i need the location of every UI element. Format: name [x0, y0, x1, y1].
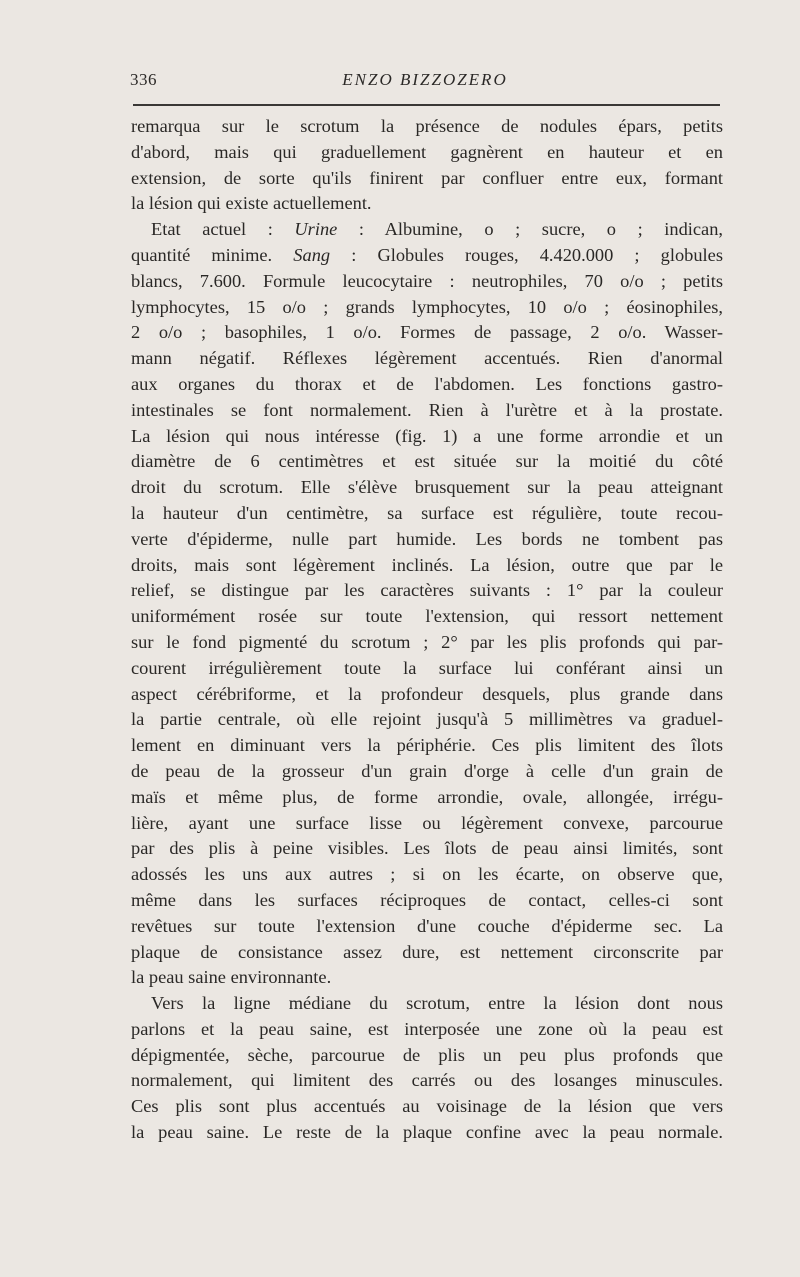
- text-line: de peau de la grosseur d'un grain d'orge à celle d'un grain de: [131, 760, 723, 781]
- text-line: normalement, qui limitent des carrés ou des losanges minuscules.: [131, 1070, 723, 1091]
- body-text: [131, 114, 723, 1146]
- running-head: ENZO BIZZOZERO: [342, 70, 508, 89]
- text-line: parlons et la peau saine, est interposée une zone où la peau est: [131, 1018, 723, 1039]
- text-line: aux organes du thorax et de l'abdomen. Les fonctions gastro-: [131, 373, 723, 394]
- text-line: lière, ayant une surface lisse ou légèrement convexe, parcourue: [131, 812, 723, 833]
- text-segment: Etat actuel :: [151, 219, 295, 240]
- text-line: Vers la ligne médiane du scrotum, entre la lésion dont nous: [151, 993, 723, 1014]
- text-line: remarqua sur le scrotum la présence de nodules épars, petits: [131, 116, 723, 136]
- text-segment: : Globules rouges, 4.420.000 ; globules: [330, 244, 723, 265]
- text-line: maïs et même plus, de forme arrondie, ovale, allongée, irrégu-: [131, 786, 723, 807]
- text-line: d'abord, mais qui graduellement gagnèrent en hauteur et en: [131, 141, 723, 162]
- header-rule: [133, 104, 720, 106]
- text-line: courent irrégulièrement toute la surface lui conférant ainsi un: [131, 657, 723, 678]
- text-line: adossés les uns aux autres ; si on les écarte, on observe que,: [131, 864, 723, 885]
- text-line: blancs, 7.600. Formule leucocytaire : neutrophiles, 70 o/o ; petits: [131, 270, 723, 291]
- text-segment-italic: Urine: [294, 219, 338, 240]
- text-line: Ces plis sont plus accentués au voisinage de la lésion que vers: [131, 1096, 723, 1117]
- text-line: extension, de sorte qu'ils finirent par confluer entre eux, formant: [131, 167, 723, 188]
- text-line: la peau saine environnante.: [131, 967, 332, 988]
- text-line: sur le fond pigmenté du scrotum ; 2° par les plis profonds qui par-: [131, 631, 723, 652]
- text-line: intestinales se font normalement. Rien à l'urètre et à la prostate.: [131, 399, 723, 420]
- text-line: 2 o/o ; basophiles, 1 o/o. Formes de passage, 2 o/o. Wasser-: [131, 322, 723, 343]
- text-line: la peau saine. Le reste de la plaque confine avec la peau normale.: [131, 1122, 723, 1143]
- text-line: la lésion qui existe actuellement.: [131, 193, 372, 214]
- text-line: la hauteur d'un centimètre, sa surface est régulière, toute recou-: [131, 502, 723, 523]
- text-line: même dans les surfaces réciproques de contact, celles-ci sont: [131, 889, 723, 910]
- text-line: [131, 217, 723, 243]
- text-segment: : Albumine, o ; sucre, o ; indican,: [337, 219, 724, 240]
- text-line: la partie centrale, où elle rejoint jusqu'à 5 millimètres va graduel-: [131, 709, 723, 730]
- page-header: [130, 70, 720, 96]
- text-line: par des plis à peine visibles. Les îlots de peau ainsi limités, sont: [131, 838, 723, 859]
- page-number: 336: [130, 70, 157, 89]
- text-line: lymphocytes, 15 o/o ; grands lymphocytes, 10 o/o ; éosinophiles,: [131, 296, 723, 317]
- text-segment-italic: Sang: [293, 244, 331, 265]
- text-line: verte d'épiderme, nulle part humide. Les bords ne tombent pas: [131, 528, 723, 549]
- text-line: aspect cérébriforme, et la profondeur desquels, plus grande dans: [131, 683, 723, 704]
- text-line: droits, mais sont légèrement inclinés. La lésion, outre que par le: [131, 554, 723, 575]
- text-line: mann négatif. Réflexes légèrement accentués. Rien d'anormal: [131, 348, 723, 369]
- text-line: relief, se distingue par les caractères suivants : 1° par la couleur: [131, 580, 723, 601]
- text-segment: quantité minime.: [131, 244, 294, 265]
- text-line: lement en diminuant vers la périphérie. Ces plis limitent des îlots: [131, 735, 723, 756]
- text-line: uniformément rosée sur toute l'extension, qui ressort nettement: [131, 606, 723, 627]
- text-line: droit du scrotum. Elle s'élève brusquement sur la peau atteignant: [131, 477, 723, 498]
- text-line: [131, 243, 723, 269]
- text-line: plaque de consistance assez dure, est nettement circonscrite par: [131, 941, 723, 962]
- text-line: La lésion qui nous intéresse (fig. 1) a une forme arrondie et un: [131, 425, 723, 446]
- text-line: revêtues sur toute l'extension d'une couche d'épiderme sec. La: [131, 915, 723, 936]
- text-line: dépigmentée, sèche, parcourue de plis un peu plus profonds que: [131, 1044, 723, 1065]
- text-line: diamètre de 6 centimètres et est située sur la moitié du côté: [131, 451, 723, 472]
